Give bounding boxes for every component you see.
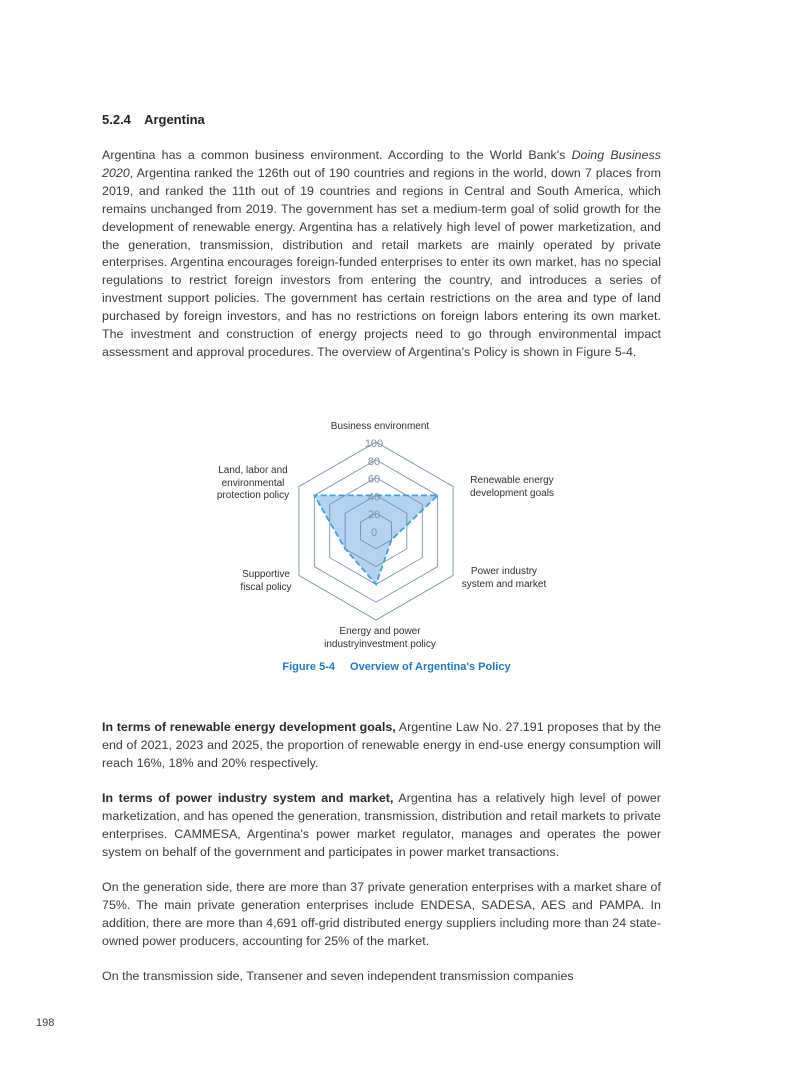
axis-label-renewable-goals — [462, 475, 562, 500]
axis-label-investment-policy — [310, 626, 450, 651]
tick-label: 20 — [367, 509, 381, 522]
paragraph-text: Argentina has a common business environment. According to the World Bank's — [102, 148, 572, 162]
axis-label-text: fiscal policy — [240, 581, 292, 593]
axis-label-text: industryinvestment policy — [324, 638, 436, 650]
paragraph-text: On the generation side, there are more than 37 private generation enterprises with a market share of 75%. The main private generation enterprises include ENDESA, SADESA, AES and PAMPA. In addition, there are more than 4,691 off-grid distributed energy suppliers including more than 24 state-owned power producers, accounting for 25% of the market. — [102, 880, 661, 948]
axis-label-text: Supportive — [242, 569, 290, 580]
axis-label-business-environment — [325, 421, 435, 434]
paragraph-text: Argentine Law No. 27.191 proposes that by the end of 2021, 2023 and 2025, the proportion of renewable energy in end-use energy consumption will reach 16%, 18% and 20% respectively. — [102, 720, 661, 770]
tick-label: 60 — [367, 473, 381, 486]
page-number: 198 — [36, 1017, 55, 1029]
figure-number: Figure 5-4 — [282, 661, 335, 673]
section-heading — [102, 112, 205, 127]
paragraph-lead-bold: In terms of power industry system and market, — [102, 791, 394, 805]
paragraph-text: Argentina has a relatively high level of power marketization, and has opened the generation, transmission, distribution and retail markets to private enterprises. CAMMESA, Argentina's power market regulator, manages and operates the power system on behalf of the government and participates in power market transactions. — [102, 791, 661, 859]
figure-caption — [0, 661, 793, 673]
axis-label-text: Renewable energy — [470, 475, 554, 486]
axis-label-text: environmental — [221, 477, 285, 489]
paragraph-text: On the transmission side, Transener and seven independent transmission companies — [102, 969, 574, 983]
paragraph-text: , Argentina ranked the 126th out of 190 countries and regions in the world, down 7 places from 2019, and ranked the 11th out of 19 countries and regions in Central and South America, which remains unchanged from 2019. The government has set a medium-term goal of solid growth for the development of renewable energy. Argentina has a relatively high level of power marketization, and the generation, transmission, distribution and retail markets are mainly operated by private enterprises. Argentina encourages foreign-funded enterprises to enter its own market, has no special regulations to restrict foreign investors from entering the country, and introduces a series of investment support policies. The government has certain restrictions on the area and type of land purchased by foreign investors, and has no restrictions on foreign labors entering its own market. The investment and construction of energy projects need to go through environmental impact assessment and approval procedures. The overview of Argentina's Policy is shown in Figure 5-4. — [102, 165, 661, 359]
tick-label: 100 — [364, 438, 384, 450]
paragraph-transmission-side — [102, 968, 661, 986]
radar-chart-canvas — [200, 415, 560, 660]
axis-label-power-industry — [454, 566, 554, 591]
figure-title: Overview of Argentina's Policy — [350, 661, 511, 673]
axis-label-text: Energy and power — [339, 626, 421, 637]
tick-label: 80 — [367, 455, 381, 468]
axis-label-land-labor — [206, 465, 300, 503]
axis-label-text: Land, labor and — [218, 465, 288, 476]
axis-label-text: protection policy — [216, 490, 290, 501]
paragraph-renewable-goals — [102, 719, 661, 773]
tick-label: 40 — [367, 491, 381, 504]
paragraph-intro — [102, 147, 661, 362]
tick-label: 0 — [370, 527, 378, 539]
section-number: 5.2.4 — [102, 112, 131, 127]
axis-label-text: Power industry — [470, 566, 538, 577]
axis-label-fiscal-policy — [226, 569, 306, 594]
axis-label-text: development goals — [470, 487, 554, 499]
report-title-italic: Doing Business 2020 — [102, 148, 661, 180]
radar-chart — [200, 415, 560, 660]
paragraph-generation-side — [102, 879, 661, 951]
section-title: Argentina — [144, 112, 205, 127]
axis-label-text: Business environment — [330, 421, 430, 432]
paragraph-lead-bold: In terms of renewable energy development goals, — [102, 720, 396, 734]
axis-label-text: system and market — [461, 578, 547, 590]
paragraph-power-industry — [102, 790, 661, 862]
